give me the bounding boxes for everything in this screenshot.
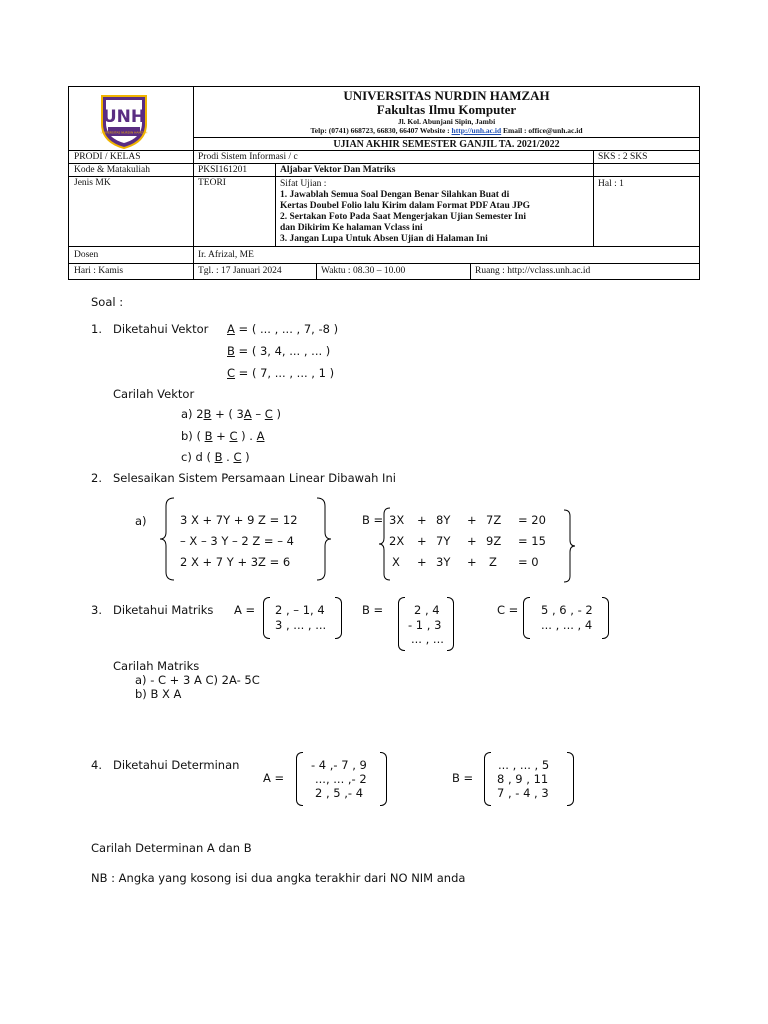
university-name: UNIVERSITAS NURDIN HAMZAH: [343, 88, 550, 103]
sifat-line: dan Dikirim Ke halaman Vclass ini: [280, 223, 423, 233]
system-a-equation: 3 X + 7Y + 9 Z = 12: [180, 513, 298, 527]
page-number: Hal : 1: [598, 179, 624, 189]
table-rule: [68, 246, 700, 247]
table-rule: [193, 137, 700, 138]
faculty-name: Fakultas Ilmu Komputer: [376, 102, 517, 117]
system-b-label: B =: [362, 513, 384, 527]
jenis-label: Jenis MK: [74, 178, 111, 188]
q2-intro: Selesaikan Sistem Persamaan Linear Dibawah Ini: [113, 471, 396, 485]
q4-intro: Diketahui Determinan: [113, 758, 240, 772]
q3-part-b: b) B X A: [135, 687, 182, 701]
hari-value: Hari : Kamis: [74, 266, 124, 276]
tanggal-value: Tgl. : 17 Januari 2024: [198, 266, 282, 276]
prodi-value: Prodi Sistem Informasi / c: [198, 152, 298, 162]
matrix-b-label: B =: [362, 603, 384, 617]
operator: +: [467, 513, 477, 527]
term: 7Y: [436, 534, 451, 548]
sifat-line: 2. Sertakan Foto Pada Saat Mengerjakan Ujian Semester Ini: [280, 212, 527, 222]
matrix-row: 3 , ... , ...: [275, 618, 327, 632]
matrix-bracket: [567, 752, 574, 806]
vector-name: C: [227, 366, 236, 380]
matrix-bracket: [296, 752, 303, 806]
dosen-value: Ir. Afrizal, ME: [198, 250, 254, 260]
operator: +: [417, 534, 427, 548]
operator: +: [467, 534, 477, 548]
nb-note: NB : Angka yang kosong isi dua angka terakhir dari NO NIM anda: [91, 871, 466, 885]
matrix-bracket: [447, 597, 454, 651]
system-a-equation: 2 X + 7 Y + 3Z = 6: [180, 555, 291, 569]
ruang-value: Ruang : http://vclass.unh.ac.id: [475, 266, 591, 276]
vector-name: B: [203, 407, 212, 421]
vector-name: B: [227, 344, 235, 358]
matrix-row: 2 , 5 ,- 4: [315, 786, 364, 800]
result: = 0: [518, 555, 539, 569]
system-a-equation: – X – 3 Y – 2 Z = – 4: [180, 534, 294, 548]
table-rule: [316, 263, 317, 280]
term: 2X: [389, 534, 405, 548]
left-brace: [158, 496, 178, 582]
website-link[interactable]: http://unh.ac.id: [451, 126, 502, 135]
vector-name: C: [233, 450, 242, 464]
sifat-line: 3. Jangan Lupa Untuk Absen Ujian di Halaman Ini: [280, 234, 488, 244]
matrix-row: ... , ... , 4: [541, 618, 593, 632]
q3-carilah: Carilah Matriks: [113, 659, 200, 673]
matrix-bracket: [523, 597, 530, 639]
exam-title: UJIAN AKHIR SEMESTER GANJIL TA. 2021/2022: [333, 139, 560, 150]
q2-number: 2.: [91, 471, 102, 485]
vector-value: = ( ... , ... , 7, -8 ): [234, 322, 339, 336]
vector-value: = ( 3, 4, ... , ... ): [234, 344, 331, 358]
term: X: [392, 555, 400, 569]
university-logo: [96, 92, 152, 150]
table-rule: [68, 263, 700, 264]
matrix-a-label: A =: [234, 603, 256, 617]
q3-number: 3.: [91, 603, 102, 617]
contact-line: [193, 126, 700, 135]
q3-part-a: a) - C + 3 A C) 2A- 5C: [135, 673, 260, 687]
term: 3X: [389, 513, 405, 527]
matrix-bracket: [398, 597, 405, 651]
table-rule: [68, 176, 700, 177]
matrix-row: 8 , 9 , 11: [497, 772, 549, 786]
vector-value: = ( 7, ... , ... , 1 ): [235, 366, 335, 380]
sks-value: SKS : 2 SKS: [598, 152, 648, 162]
vector-name: B: [204, 429, 213, 443]
matrix-row: 2 , 4: [414, 603, 440, 617]
kode-label: Kode & Matakuliah: [74, 165, 150, 175]
matrix-c-label: C =: [497, 603, 519, 617]
matrix-row: 2 , – 1, 4: [275, 603, 325, 617]
q1-carilah: Carilah Vektor: [113, 387, 195, 401]
dosen-label: Dosen: [74, 250, 99, 260]
vector-name: C: [264, 407, 273, 421]
vector-name: A: [243, 407, 252, 421]
matrix-row: - 4 ,- 7 , 9: [311, 758, 367, 772]
right-brace: [562, 508, 576, 584]
vector-name: B: [214, 450, 223, 464]
matrix-row: 5 , 6 , - 2: [541, 603, 593, 617]
table-rule: [275, 163, 276, 246]
jenis-value: TEORI: [198, 178, 226, 188]
matrix-row: 7 , - 4 , 3: [497, 786, 549, 800]
determinant-b-label: B =: [452, 771, 474, 785]
term: 8Y: [436, 513, 451, 527]
svg-text:UNH: UNH: [102, 107, 146, 127]
q1-vector-c: [227, 366, 334, 380]
determinant-a-label: A =: [263, 771, 285, 785]
result: = 20: [518, 513, 546, 527]
matrix-bracket: [484, 752, 491, 806]
matrix-row: - 1 , 3: [408, 618, 442, 632]
kode-value: PKSI161201: [198, 165, 248, 175]
contact-prefix: Telp: (0741) 668723, 66830, 66407 Website :: [310, 126, 452, 135]
prodi-label: PRODI / KELAS: [74, 152, 141, 162]
vector-name: C: [229, 429, 238, 443]
sifat-line: Kertas Doubel Folio lalu Kirim dalam Format PDF Atau JPG: [280, 201, 531, 211]
contact-suffix: Email : office@unh.ac.id: [501, 126, 583, 135]
matrix-bracket: [263, 597, 270, 639]
term: 7Z: [486, 513, 502, 527]
operator: +: [417, 513, 427, 527]
course-name: Aljabar Vektor Dan Matriks: [280, 165, 396, 175]
matrix-bracket: [380, 752, 387, 806]
right-brace: [313, 496, 333, 582]
svg-text:UNIVERSITAS NURDIN HAMZAH: UNIVERSITAS NURDIN HAMZAH: [100, 130, 148, 135]
term: Z: [489, 555, 497, 569]
operator: +: [467, 555, 477, 569]
q4-carilah: Carilah Determinan A dan B: [91, 841, 252, 855]
matrix-bracket: [602, 597, 609, 639]
matrix-bracket: [335, 597, 342, 639]
q1-vector-a: [227, 322, 338, 336]
table-rule: [68, 163, 700, 164]
term: 3Y: [436, 555, 451, 569]
waktu-value: Waktu : 08.30 – 10.00: [321, 266, 406, 276]
q1-part-a: a) 2B + ( 3A – C ): [181, 407, 281, 421]
table-rule: [593, 150, 594, 246]
table-rule: [68, 150, 700, 151]
q1-part-c: c) d ( B . C ): [181, 450, 250, 464]
matrix-row: ..., ... ,- 2: [315, 772, 367, 786]
matrix-row: ... , ... , 5: [498, 758, 550, 772]
soal-heading: Soal :: [91, 295, 124, 309]
q3-intro: Diketahui Matriks: [113, 603, 214, 617]
term: 9Z: [486, 534, 502, 548]
vector-name: A: [227, 322, 235, 336]
operator: +: [417, 555, 427, 569]
address: Jl. Kol. Abunjani Sipin, Jambi: [397, 117, 496, 126]
matrix-row: ... , ...: [411, 632, 444, 646]
q1-part-b: b) ( B + C ) . A: [181, 429, 265, 443]
sifat-line: 1. Jawablah Semua Soal Dengan Benar Silahkan Buat di: [280, 190, 510, 200]
q2-part-a-label: a): [135, 514, 147, 528]
q1-number: 1.: [91, 322, 102, 336]
q1-intro: Diketahui Vektor: [113, 322, 209, 336]
q1-vector-b: [227, 344, 330, 358]
result: = 15: [518, 534, 546, 548]
sifat-title: Sifat Ujian :: [280, 179, 327, 189]
vector-name: A: [256, 429, 265, 443]
table-rule: [470, 263, 471, 280]
q4-number: 4.: [91, 758, 102, 772]
